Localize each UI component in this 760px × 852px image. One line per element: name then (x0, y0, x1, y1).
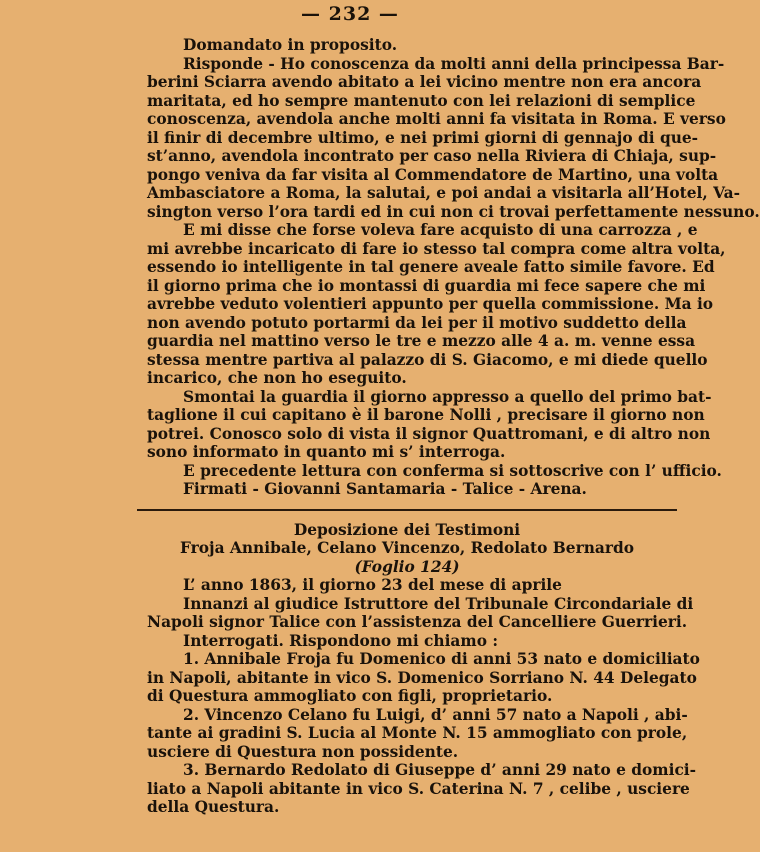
text-line: sono informato in quanto mi s’ interroga. (147, 443, 506, 461)
text-line: taglione il cui capitano è il barone Nolli , precisare il giorno non (147, 406, 705, 424)
deposition-section (147, 576, 700, 817)
text-line: L’ anno 1863, il giorno 23 del mese di aprile (183, 576, 562, 594)
text-line: il finir di decembre ultimo, e nei primi giorni di gennajo di que- (147, 128, 699, 147)
text-line: potrei. Conosco solo di vista il signor Quattromani, e di altro non (147, 424, 711, 443)
text-line: tante ai gradini S. Lucia al Monte N. 15 ammogliato con prole, (147, 724, 688, 742)
text-line: conoscenza, avendola anche molti anni fa visitata in Roma. E verso (147, 110, 726, 128)
text-line: E mi disse che forse voleva fare acquisto di una carrozza , e (183, 221, 698, 239)
text-line: Interrogati. Rispondono mi chiamo : (183, 631, 498, 650)
text-line: Risponde - Ho conoscenza da molti anni della principessa Bar- (183, 54, 725, 73)
text-line: maritata, ed ho sempre mantenuto con lei relazioni di semplice (147, 91, 696, 110)
text-line: guardia nel mattino verso le tre e mezzo alle 4 a. m. venne essa (147, 332, 696, 350)
text-line: 2. Vincenzo Celano fu Luigi, d’ anni 57 nato a Napoli , abi- (183, 705, 688, 724)
text-line: pongo veniva da far visita al Commendatore de Martino, una volta (147, 165, 719, 184)
text-line: Ambasciatore a Roma, la salutai, e poi andai a visitarla all’Hotel, Va- (147, 184, 740, 202)
text-line: 3. Bernardo Redolato di Giuseppe d’ anni 29 nato e domici- (183, 761, 697, 779)
text-line: Smontai la guardia il giorno appresso a quello del primo bat- (183, 387, 712, 406)
text-line: stessa mentre partiva al palazzo di S. Giacomo, e mi diede quello (147, 350, 708, 369)
text-line: usciere di Questura non possidente. (147, 742, 459, 761)
text-line: Napoli signor Talice con l’assistenza del Cancelliere Guerrieri. (147, 613, 688, 631)
text-line: di Questura ammogliato con figli, proprietario. (147, 687, 553, 705)
text-line: Innanzi al giudice Istruttore del Tribunale Circondariale di (183, 594, 694, 613)
section-divider (137, 509, 677, 511)
text-line: sington verso l’ora tardi ed in cui non ci trovai perfettamente nessuno. (147, 202, 760, 221)
witness-names: Froja Annibale, Celano Vincenzo, Redolato Bernardo (179, 539, 634, 557)
text-line: Domandato in proposito. (183, 36, 398, 54)
text-line: incarico, che non ho eseguito. (147, 369, 407, 387)
text-line: della Questura. (147, 798, 280, 816)
text-line: st’anno, avendola incontrato per caso nella Riviera di Chiaja, sup- (147, 147, 717, 165)
folio-reference: (Foglio 124) (354, 557, 460, 576)
body-text (147, 36, 760, 817)
testimony-section (147, 36, 760, 499)
text-line: non avendo potuto portarmi da lei per il motivo suddetto della (147, 313, 687, 332)
section-heading: Deposizione dei Testimoni (293, 520, 521, 539)
text-line: avrebbe veduto volentieri appunto per quella commissione. Ma io (147, 295, 714, 313)
text-line: 1. Annibale Froja fu Domenico di anni 53 nato e domiciliato (183, 650, 700, 668)
text-line: essendo io intelligente in tal genere aveale fatto simile favore. Ed (147, 258, 715, 276)
text-line: in Napoli, abitante in vico S. Domenico Sorriano N. 44 Delegato (147, 668, 697, 687)
text-line: Firmati - Giovanni Santamaria - Talice - Arena. (183, 480, 587, 498)
text-line: berini Sciarra avendo abitato a lei vicino mentre non era ancora (147, 73, 702, 91)
text-line: liato a Napoli abitante in vico S. Caterina N. 7 , celibe , usciere (147, 779, 690, 798)
text-line: E precedente lettura con conferma si sottoscrive con l’ ufficio. (183, 461, 722, 480)
text-line: mi avrebbe incaricato di fare io stesso tal compra come altra volta, (147, 239, 726, 258)
text-line: il giorno prima che io montassi di guardia mi fece sapere che mi (147, 276, 706, 295)
page-number: — 232 — (301, 3, 399, 25)
